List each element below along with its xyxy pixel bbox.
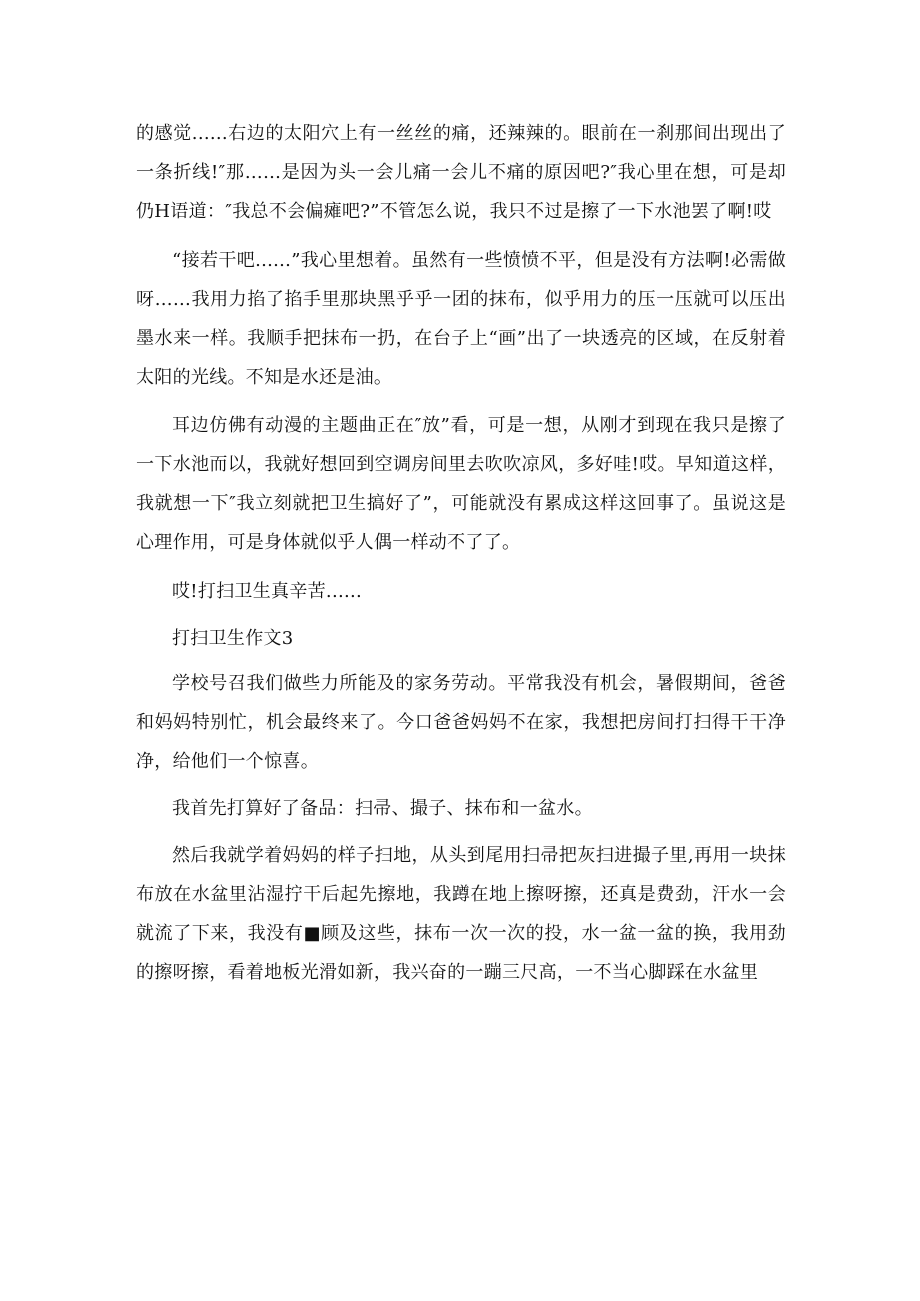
section-heading: 打扫卫生作文3 bbox=[172, 628, 294, 649]
paragraph-4: 哎!打扫卫生真辛苦...... bbox=[172, 581, 363, 602]
paragraph-5: 学校号召我们做些力所能及的家务劳动。平常我没有机会，暑假期间，爸爸和妈妈特别忙，机会最终来了。今口爸爸妈妈不在家，我想把房间打扫得干干净净，给他们一个惊喜。 bbox=[136, 673, 786, 772]
document-body bbox=[136, 114, 786, 992]
paragraph-2: “接若干吧......”我心里想着。虽然有一些愤愤不平，但是没有方法啊!必需做呀……我用力掐了掐手里那块黑乎乎一团的抹布，似乎用力的压一压就可以压出墨水来一样。我顺手把抹布一扔，在台子上“画”出了一块透亮的区域，在反射着太阳的光线。不知是水还是油。 bbox=[136, 250, 786, 388]
paragraph-6: 我首先打算好了备品：扫帚、撮子、抹布和一盆水。 bbox=[172, 798, 593, 819]
paragraph-1: 的感觉......右边的太阳穴上有一丝丝的痛，还辣辣的。眼前在一刹那间出现出了一条折线!″那……是因为头一会儿痛一会儿不痛的原因吧?″我心里在想，可是却仍H语道：″我总不会偏瘫吧?”不管怎么说，我只不过是擦了一下水池罢了啊!哎 bbox=[136, 123, 786, 222]
paragraph-7: 然后我就学着妈妈的样子扫地，从头到尾用扫帚把灰扫进撮子里,再用一块抹布放在水盆里沾湿拧干后起先擦地，我蹲在地上擦呀擦，还真是费劲，汗水一会就流了下来，我没有■顾及这些，抹布一次一次的投，水一盆一盆的换，我用劲的擦呀擦，看着地板光滑如新，我兴奋的一蹦三尺高，一不当心脚踩在水盆里 bbox=[136, 845, 786, 983]
paragraph-3: 耳边仿佛有动漫的主题曲正在″放”看，可是一想，从刚才到现在我只是擦了一下水池而以，我就好想回到空调房间里去吹吹凉风，多好哇!哎。早知道这样，我就想一下″我立刻就把卫生搞好了”，可能就没有累成这样这回事了。虽说这是心理作用，可是身体就似乎人偶一样动不了了。 bbox=[136, 415, 786, 553]
